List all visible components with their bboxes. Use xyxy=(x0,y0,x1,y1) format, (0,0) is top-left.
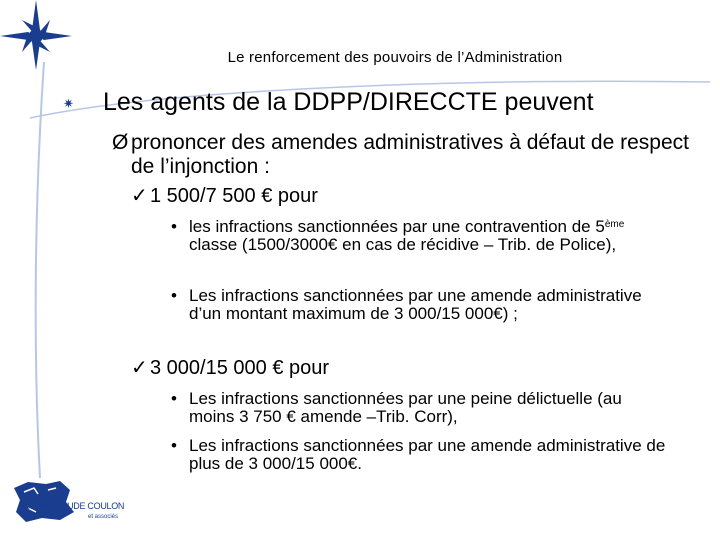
dot-bullet-icon: • xyxy=(171,217,177,236)
company-logo xyxy=(8,478,128,528)
dot-bullet-icon: • xyxy=(171,286,177,305)
dot-bullet-icon: • xyxy=(171,436,177,455)
check-bullet-icon: ✓ xyxy=(131,357,148,379)
bullet-text: prononcer des amendes administratives à défaut de respect de l’injonction : xyxy=(131,131,689,178)
text-part: classe (1500/3000€ en cas de récidive – Trib. de Police), xyxy=(189,235,617,254)
bullet-text: Les infractions sanctionnées par une amende administrative d’un montant maximum de 3 000/15 000€) ; xyxy=(189,286,642,323)
check-bullet-icon: ✓ xyxy=(131,185,148,207)
bullet-text: Les agents de la DDPP/DIRECCTE peuvent xyxy=(103,88,594,116)
asterisk-bullet-icon: ✷ xyxy=(63,96,74,111)
text-part: les infractions sanctionnées par une contravention de 5 xyxy=(189,217,605,236)
logo-subtitle: et associés xyxy=(88,514,119,520)
tier-heading: 3 000/15 000 € pour xyxy=(150,357,330,379)
logo-name: JEAN-CLAUDE COULON xyxy=(26,501,125,511)
tier-heading: 1 500/7 500 € pour xyxy=(150,185,318,207)
bullet-text: Les infractions sanctionnées par une peine délictuelle (au moins 3 750 € amende –Trib. Corr), xyxy=(189,389,622,426)
dot-bullet-icon: • xyxy=(171,389,177,408)
bullet-text xyxy=(189,218,669,254)
superscript: ème xyxy=(604,219,625,230)
slide-title: Le renforcement des pouvoirs de l’Administration xyxy=(227,49,563,66)
arrow-bullet-icon: Ø xyxy=(112,131,129,154)
bullet-text: Les infractions sanctionnées par une amende administrative de plus de 3 000/15 000€. xyxy=(189,436,666,473)
